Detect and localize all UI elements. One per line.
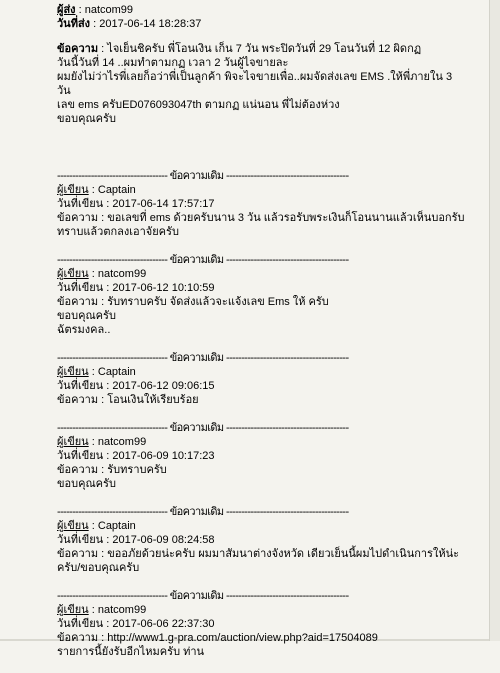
message-text-line: ผมยังไม่ว่าไรพี่เลยก็อว่าพี่เป็นลูกค้า พิจะไจขายเพื่อ..ผมจัดส่งเลข EMS .ให้พี่ภายใน 3 <box>57 71 453 83</box>
auction-link[interactable]: http://www1.g-pra.com/auction/view.php?aid=17504089 <box>107 632 378 644</box>
quote-message-label: ข้อความ <box>57 296 99 308</box>
quoted-message: ------------------------------------ ข้อความเดิม ---------------------------------------- ผู้เขียน : natcom99 วันที่เขียน : 2017-06-09 10:17:23 ข้อความ : รับทราบครับ ขอบคุณครับ <box>57 421 485 491</box>
quote-text-line: ขอเลขที่ ems ด้วยครับนาน 3 วัน แล้วรอรับพระเงินก็โอนนานแล้วเห็นบอกรับ <box>107 212 465 224</box>
message-text-line: ไจเย็นชิครับ พี่โอนเงิน เก็น 7 วัน พระปิดวันที่ 29 โอนวันที่ 12 ผิดกฏ <box>107 43 422 55</box>
vertical-scrollbar[interactable] <box>489 0 500 641</box>
writer-name: natcom99 <box>97 268 147 280</box>
quote-text-line: ครับ/ขอบคุณครับ <box>57 562 140 574</box>
writer-label: ผู้เขียน <box>57 184 89 196</box>
sender-row: ผู้ส่ง : natcom99 <box>57 4 134 16</box>
quoted-message: ------------------------------------ ข้อความเดิม ---------------------------------------- ผู้เขียน : natcom99 วันที่เขียน : 2017-06-06 22:37:30 ข้อความ : http://www1.g-pra.com/auction/view.php?aid=17504089 รายการนี้ยังรับอีกไหมครับ ท่าน <box>57 589 485 659</box>
write-date-label: วันที่เขียน <box>57 618 104 630</box>
writer-label: ผู้เขียน <box>57 366 89 378</box>
quote-text-line: โอนเงินให้เรียบร้อย <box>107 394 199 406</box>
write-date-label: วันที่เขียน <box>57 380 104 392</box>
current-message <box>57 42 485 126</box>
quoted-message: ------------------------------------ ข้อความเดิม ---------------------------------------- ผู้เขียน : Captain วันที่เขียน : 2017-06-14 17:57:17 ข้อความ : ขอเลขที่ ems ด้วยครับนาน 3 วัน แล้วรอรับพระเงินก็โอนนานแล้วเห็นบอกรับ ทราบแล้วตกลงเอาจัยครับ <box>57 169 485 239</box>
quote-message-label: ข้อความ <box>57 212 99 224</box>
original-message-divider: ------------------------------------ ข้อความเดิม ---------------------------------------- <box>57 170 349 182</box>
writer-name: natcom99 <box>97 436 147 448</box>
write-date: 2017-06-06 22:37:30 <box>112 618 215 630</box>
writer-label: ผู้เขียน <box>57 604 89 616</box>
quote-text-line: รับทราบครับ <box>107 464 167 476</box>
original-message-divider: ------------------------------------ ข้อความเดิม ---------------------------------------- <box>57 422 349 434</box>
writer-name: Captain <box>97 184 136 196</box>
write-date: 2017-06-09 10:17:23 <box>112 450 215 462</box>
write-date-label: วันที่เขียน <box>57 198 104 210</box>
quote-text-line: ขอบคุณครับ <box>57 310 116 322</box>
sender-value: natcom99 <box>84 4 134 16</box>
quote-text-line: ขอบคุณครับ <box>57 478 116 490</box>
original-message-divider: ------------------------------------ ข้อความเดิม ---------------------------------------- <box>57 506 349 518</box>
quote-message-label: ข้อความ <box>57 548 99 560</box>
message-text-line: ขอบคุณครับ <box>57 113 116 125</box>
quote-text-line: รับทราบครับ จัดส่งแล้วจะแจ้งเลข Ems ให้ ครับ <box>107 296 329 308</box>
quote-message-label: ข้อความ <box>57 632 99 644</box>
message-label: ข้อความ <box>57 43 99 55</box>
message-text-line: วัน <box>57 85 71 97</box>
write-date: 2017-06-12 09:06:15 <box>112 380 215 392</box>
quote-message-label: ข้อความ <box>57 464 99 476</box>
original-message-divider: ------------------------------------ ข้อความเดิม ---------------------------------------- <box>57 254 349 266</box>
quoted-message: ------------------------------------ ข้อความเดิม ---------------------------------------- ผู้เขียน : Captain วันที่เขียน : 2017-06-09 08:24:58 ข้อความ : ขออภัยด้วยน่ะครับ ผมมาสัมนาต่างจังหวัด เดียวเย็นนี้ผมไปดำเนินการให้น่ะ ครับ/ขอบคุณครับ <box>57 505 485 575</box>
writer-name: Captain <box>97 366 136 378</box>
message-content <box>57 3 485 673</box>
sender-label: ผู้ส่ง <box>57 4 76 16</box>
writer-name: Captain <box>97 520 136 532</box>
quote-message-label: ข้อความ <box>57 394 99 406</box>
writer-label: ผู้เขียน <box>57 436 89 448</box>
date-sent-label: วันที่ส่ง <box>57 18 91 30</box>
quote-text-line: ฉัตรมงคล.. <box>57 324 111 336</box>
write-date-label: วันที่เขียน <box>57 282 104 294</box>
date-sent-value: 2017-06-14 18:28:37 <box>99 18 202 30</box>
writer-name: natcom99 <box>97 604 147 616</box>
write-date-label: วันที่เขียน <box>57 534 104 546</box>
writer-label: ผู้เขียน <box>57 268 89 280</box>
writer-label: ผู้เขียน <box>57 520 89 532</box>
quote-text-line: ขออภัยด้วยน่ะครับ ผมมาสัมนาต่างจังหวัด เดียวเย็นนี้ผมไปดำเนินการให้น่ะ <box>107 548 460 560</box>
message-text-line: เลข ems ครับED076093047th ตามกฏ แน่นอน พี่ไม่ต้องห่วง <box>57 99 340 111</box>
quote-text-line: ทราบแล้วตกลงเอาจัยครับ <box>57 226 179 238</box>
original-message-divider: ------------------------------------ ข้อความเดิม ---------------------------------------- <box>57 590 349 602</box>
quoted-message: ------------------------------------ ข้อความเดิม ---------------------------------------- ผู้เขียน : natcom99 วันที่เขียน : 2017-06-12 10:10:59 ข้อความ : รับทราบครับ จัดส่งแล้วจะแจ้งเลข Ems ให้ ครับ ขอบคุณครับ ฉัตรมงคล.. <box>57 253 485 337</box>
write-date: 2017-06-12 10:10:59 <box>112 282 215 294</box>
message-line: ข้อความ : ไจเย็นชิครับ พี่โอนเงิน เก็น 7 วัน พระปิดวันที่ 29 โอนวันที่ 12 ผิดกฏ <box>57 43 422 55</box>
original-message-divider: ------------------------------------ ข้อความเดิม ---------------------------------------- <box>57 352 349 364</box>
write-date: 2017-06-14 17:57:17 <box>112 198 215 210</box>
write-date-label: วันที่เขียน <box>57 450 104 462</box>
quote-text-line: รายการนี้ยังรับอีกไหมครับ ท่าน <box>57 646 205 658</box>
quoted-message: ------------------------------------ ข้อความเดิม ---------------------------------------- ผู้เขียน : Captain วันที่เขียน : 2017-06-12 09:06:15 ข้อความ : โอนเงินให้เรียบร้อย <box>57 351 485 407</box>
message-text-line: วันนี้วันที่ 14 ..ผมทำตามกฏ เวลา 2 วันผู้ไจขายละ <box>57 57 289 69</box>
write-date: 2017-06-09 08:24:58 <box>112 534 215 546</box>
date-sent-row: วันที่ส่ง : 2017-06-14 18:28:37 <box>57 18 202 30</box>
